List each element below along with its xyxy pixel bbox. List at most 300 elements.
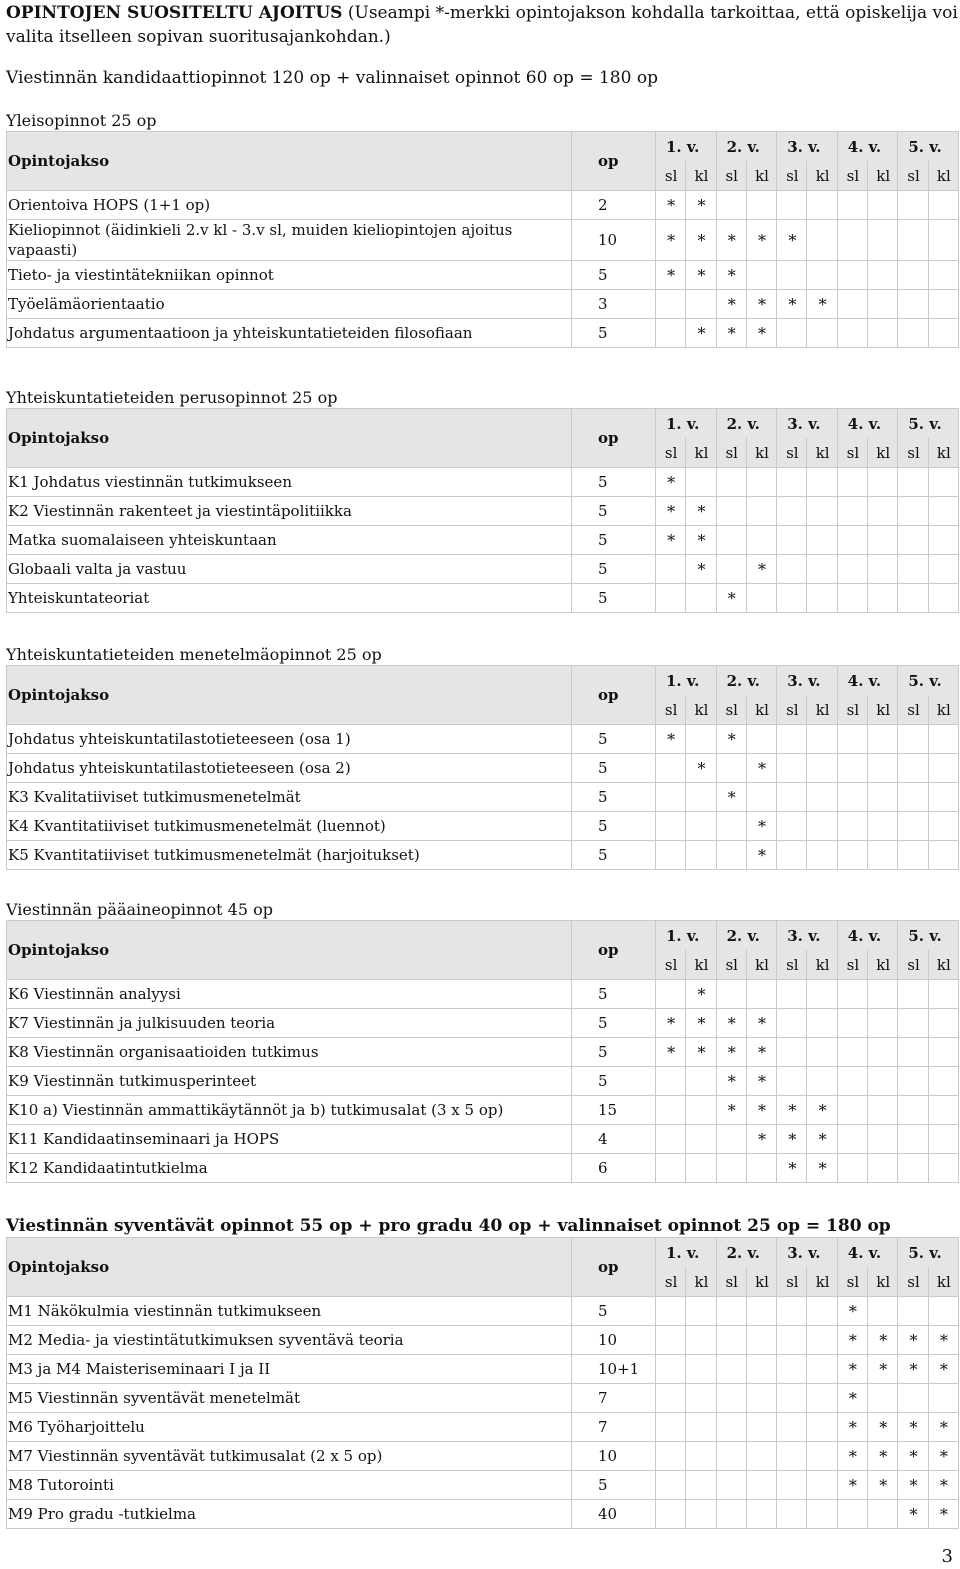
schedule-cell xyxy=(868,980,898,1009)
schedule-mark: * xyxy=(656,497,686,526)
schedule-cell xyxy=(928,812,958,841)
schedule-cell xyxy=(868,261,898,290)
schedule-cell xyxy=(777,1500,807,1529)
schedule-cell xyxy=(898,1384,928,1413)
schedule-cell xyxy=(807,1471,837,1500)
course-credits: 5 xyxy=(572,497,656,526)
schedule-cell xyxy=(807,468,837,497)
semester-header: kl xyxy=(686,950,716,980)
schedule-cell xyxy=(837,497,867,526)
schedule-cell xyxy=(716,1355,746,1384)
schedule-mark: * xyxy=(837,1471,867,1500)
course-row xyxy=(7,468,959,497)
schedule-cell xyxy=(686,1326,716,1355)
schedule-mark: * xyxy=(716,319,746,348)
schedule-cell xyxy=(837,725,867,754)
schedule-cell xyxy=(928,584,958,613)
schedule-cell xyxy=(928,497,958,526)
year-header: 3. v. xyxy=(777,409,838,439)
course-row xyxy=(7,1355,959,1384)
course-credits: 5 xyxy=(572,1038,656,1067)
year-header: 2. v. xyxy=(716,409,777,439)
schedule-cell xyxy=(716,191,746,220)
schedule-cell xyxy=(777,841,807,870)
course-name: M7 Viestinnän syventävät tutkimusalat (2 x 5 op) xyxy=(7,1442,572,1471)
course-credits: 7 xyxy=(572,1384,656,1413)
schedule-cell xyxy=(716,555,746,584)
year-header: 3. v. xyxy=(777,666,838,696)
schedule-cell xyxy=(898,468,928,497)
semester-header: kl xyxy=(807,695,837,725)
schedule-mark: * xyxy=(746,555,776,584)
schedule-cell xyxy=(928,1154,958,1183)
schedule-cell xyxy=(716,1297,746,1326)
semester-header: kl xyxy=(928,1267,958,1297)
course-row xyxy=(7,220,959,261)
year-header: 5. v. xyxy=(898,409,959,439)
schedule-cell xyxy=(898,526,928,555)
schedule-cell xyxy=(716,1471,746,1500)
schedule-cell xyxy=(746,468,776,497)
schedule-mark: * xyxy=(777,290,807,319)
schedule-cell xyxy=(807,1442,837,1471)
schedule-cell xyxy=(686,1096,716,1125)
schedule-cell xyxy=(656,783,686,812)
schedule-cell xyxy=(928,220,958,261)
schedule-cell xyxy=(837,1096,867,1125)
course-name: K10 a) Viestinnän ammattikäytännöt ja b) tutkimusalat (3 x 5 op) xyxy=(7,1096,572,1125)
course-name: K8 Viestinnän organisaatioiden tutkimus xyxy=(7,1038,572,1067)
schedule-cell xyxy=(746,1413,776,1442)
semester-header: kl xyxy=(807,1267,837,1297)
semester-header: sl xyxy=(837,1267,867,1297)
course-name: Globaali valta ja vastuu xyxy=(7,555,572,584)
schedule-cell xyxy=(868,1096,898,1125)
course-credits: 40 xyxy=(572,1500,656,1529)
course-row xyxy=(7,1413,959,1442)
column-header-course: Opintojakso xyxy=(7,921,572,980)
course-name: Työelämäorientaatio xyxy=(7,290,572,319)
semester-header: sl xyxy=(716,950,746,980)
schedule-cell xyxy=(777,980,807,1009)
course-credits: 2 xyxy=(572,191,656,220)
section-title: Yhteiskuntatieteiden menetelmäopinnot 25 op xyxy=(6,645,382,664)
semester-header: kl xyxy=(868,161,898,191)
section-block xyxy=(6,900,958,1183)
course-name: M8 Tutorointi xyxy=(7,1471,572,1500)
schedule-cell xyxy=(746,783,776,812)
course-row xyxy=(7,1297,959,1326)
semester-header: sl xyxy=(777,1267,807,1297)
schedule-mark: * xyxy=(686,1038,716,1067)
schedule-mark: * xyxy=(716,1096,746,1125)
document-page xyxy=(6,0,958,1524)
schedule-mark: * xyxy=(686,555,716,584)
year-header: 3. v. xyxy=(777,132,838,162)
semester-header: kl xyxy=(928,161,958,191)
column-header-op: op xyxy=(572,1238,656,1297)
schedule-cell xyxy=(898,290,928,319)
schedule-cell xyxy=(777,783,807,812)
year-header: 1. v. xyxy=(656,409,717,439)
schedule-cell xyxy=(746,1297,776,1326)
schedule-cell xyxy=(837,1038,867,1067)
schedule-cell xyxy=(656,1154,686,1183)
section-block xyxy=(6,111,958,348)
schedule-cell xyxy=(716,1413,746,1442)
column-header-op: op xyxy=(572,409,656,468)
schedule-cell xyxy=(807,1500,837,1529)
schedule-cell xyxy=(928,1125,958,1154)
schedule-cell xyxy=(868,754,898,783)
schedule-cell xyxy=(837,841,867,870)
schedule-cell xyxy=(928,290,958,319)
semester-header: sl xyxy=(656,438,686,468)
course-name: Johdatus argumentaatioon ja yhteiskuntatieteiden filosofiaan xyxy=(7,319,572,348)
semester-header: kl xyxy=(868,950,898,980)
schedule-cell xyxy=(928,841,958,870)
course-name: K7 Viestinnän ja julkisuuden teoria xyxy=(7,1009,572,1038)
schedule-cell xyxy=(746,1154,776,1183)
semester-header: sl xyxy=(837,438,867,468)
course-credits: 5 xyxy=(572,319,656,348)
semester-header: sl xyxy=(777,950,807,980)
schedule-cell xyxy=(746,526,776,555)
course-credits: 10 xyxy=(572,1442,656,1471)
semester-header: kl xyxy=(928,950,958,980)
schedule-cell xyxy=(746,1442,776,1471)
semester-header: sl xyxy=(898,1267,928,1297)
schedule-cell xyxy=(928,1297,958,1326)
course-row xyxy=(7,725,959,754)
schedule-cell xyxy=(928,1038,958,1067)
schedule-cell xyxy=(716,754,746,783)
schedule-table xyxy=(6,408,959,613)
schedule-cell xyxy=(777,812,807,841)
schedule-cell xyxy=(868,1384,898,1413)
schedule-cell xyxy=(777,555,807,584)
schedule-cell xyxy=(928,1384,958,1413)
schedule-cell xyxy=(928,1067,958,1096)
semester-header: sl xyxy=(716,1267,746,1297)
schedule-cell xyxy=(837,1500,867,1529)
header-row-years xyxy=(7,921,959,951)
schedule-cell xyxy=(868,220,898,261)
course-name: Orientoiva HOPS (1+1 op) xyxy=(7,191,572,220)
schedule-cell xyxy=(686,1471,716,1500)
schedule-mark: * xyxy=(746,812,776,841)
column-header-course: Opintojakso xyxy=(7,409,572,468)
semester-header: kl xyxy=(746,950,776,980)
schedule-cell xyxy=(686,1067,716,1096)
schedule-cell xyxy=(716,841,746,870)
schedule-cell xyxy=(837,319,867,348)
schedule-mark: * xyxy=(898,1326,928,1355)
schedule-cell xyxy=(807,1009,837,1038)
schedule-cell xyxy=(898,754,928,783)
schedule-cell xyxy=(868,841,898,870)
schedule-cell xyxy=(777,1384,807,1413)
schedule-cell xyxy=(746,1384,776,1413)
semester-header: sl xyxy=(656,695,686,725)
schedule-cell xyxy=(868,1154,898,1183)
schedule-cell xyxy=(898,555,928,584)
course-name: Tieto- ja viestintätekniikan opinnot xyxy=(7,261,572,290)
schedule-cell xyxy=(656,1442,686,1471)
schedule-cell xyxy=(656,1297,686,1326)
year-header: 4. v. xyxy=(837,921,898,951)
schedule-cell xyxy=(777,319,807,348)
schedule-cell xyxy=(807,783,837,812)
schedule-cell xyxy=(868,725,898,754)
schedule-mark: * xyxy=(656,1009,686,1038)
schedule-cell xyxy=(656,1355,686,1384)
header-row-years xyxy=(7,409,959,439)
schedule-cell xyxy=(686,1384,716,1413)
course-name: K5 Kvantitatiiviset tutkimusmenetelmät (harjoitukset) xyxy=(7,841,572,870)
semester-header: kl xyxy=(746,695,776,725)
schedule-cell xyxy=(686,1125,716,1154)
course-credits: 7 xyxy=(572,1413,656,1442)
schedule-cell xyxy=(928,1009,958,1038)
schedule-cell xyxy=(898,812,928,841)
schedule-table xyxy=(6,131,959,348)
year-header: 1. v. xyxy=(656,666,717,696)
course-row xyxy=(7,1009,959,1038)
course-credits: 5 xyxy=(572,1297,656,1326)
schedule-cell xyxy=(868,783,898,812)
schedule-cell xyxy=(656,1096,686,1125)
schedule-cell xyxy=(868,191,898,220)
schedule-mark: * xyxy=(928,1355,958,1384)
year-header: 1. v. xyxy=(656,921,717,951)
course-credits: 5 xyxy=(572,754,656,783)
schedule-mark: * xyxy=(716,290,746,319)
schedule-cell xyxy=(777,497,807,526)
schedule-cell xyxy=(898,1297,928,1326)
course-credits: 5 xyxy=(572,1471,656,1500)
course-row xyxy=(7,319,959,348)
schedule-cell xyxy=(807,1326,837,1355)
schedule-cell xyxy=(928,526,958,555)
schedule-mark: * xyxy=(746,1009,776,1038)
course-credits: 5 xyxy=(572,526,656,555)
header-row-years xyxy=(7,132,959,162)
section-title: Viestinnän syventävät opinnot 55 op + pro gradu 40 op + valinnaiset opinnot 25 op = 180 op xyxy=(6,1216,891,1236)
course-credits: 5 xyxy=(572,980,656,1009)
schedule-mark: * xyxy=(868,1442,898,1471)
schedule-cell xyxy=(777,1067,807,1096)
schedule-cell xyxy=(928,555,958,584)
course-row xyxy=(7,191,959,220)
schedule-cell xyxy=(928,1096,958,1125)
schedule-cell xyxy=(656,812,686,841)
course-credits: 5 xyxy=(572,812,656,841)
schedule-mark: * xyxy=(716,584,746,613)
schedule-cell xyxy=(868,526,898,555)
schedule-mark: * xyxy=(716,783,746,812)
schedule-cell xyxy=(716,497,746,526)
schedule-mark: * xyxy=(656,468,686,497)
schedule-mark: * xyxy=(898,1442,928,1471)
schedule-cell xyxy=(807,1384,837,1413)
schedule-cell xyxy=(656,584,686,613)
schedule-cell xyxy=(837,1154,867,1183)
schedule-cell xyxy=(656,1413,686,1442)
semester-header: kl xyxy=(746,1267,776,1297)
schedule-cell xyxy=(807,497,837,526)
schedule-cell xyxy=(807,1038,837,1067)
schedule-cell xyxy=(807,1067,837,1096)
year-header: 2. v. xyxy=(716,1238,777,1268)
semester-header: sl xyxy=(898,695,928,725)
course-row xyxy=(7,783,959,812)
schedule-mark: * xyxy=(746,220,776,261)
schedule-mark: * xyxy=(868,1355,898,1384)
course-row xyxy=(7,1384,959,1413)
semester-header: kl xyxy=(686,1267,716,1297)
course-row xyxy=(7,841,959,870)
course-name: Johdatus yhteiskuntatilastotieteeseen (osa 1) xyxy=(7,725,572,754)
schedule-cell xyxy=(656,980,686,1009)
course-row xyxy=(7,1471,959,1500)
course-credits: 5 xyxy=(572,1067,656,1096)
schedule-mark: * xyxy=(746,319,776,348)
year-header: 3. v. xyxy=(777,921,838,951)
semester-header: sl xyxy=(777,438,807,468)
schedule-cell xyxy=(777,261,807,290)
course-row xyxy=(7,584,959,613)
schedule-cell xyxy=(898,220,928,261)
schedule-mark: * xyxy=(777,1125,807,1154)
section-title: Yhteiskuntatieteiden perusopinnot 25 op xyxy=(6,388,338,407)
section-block xyxy=(6,645,958,870)
schedule-cell xyxy=(868,319,898,348)
schedule-cell xyxy=(686,1355,716,1384)
semester-header: sl xyxy=(716,161,746,191)
course-name: K4 Kvantitatiiviset tutkimusmenetelmät (luennot) xyxy=(7,812,572,841)
schedule-mark: * xyxy=(807,1096,837,1125)
schedule-cell xyxy=(656,1125,686,1154)
schedule-cell xyxy=(777,191,807,220)
schedule-mark: * xyxy=(746,290,776,319)
column-header-course: Opintojakso xyxy=(7,132,572,191)
schedule-mark: * xyxy=(898,1500,928,1529)
semester-header: sl xyxy=(898,950,928,980)
schedule-cell xyxy=(746,261,776,290)
semester-header: sl xyxy=(716,695,746,725)
schedule-mark: * xyxy=(716,261,746,290)
schedule-cell xyxy=(807,555,837,584)
schedule-cell xyxy=(898,584,928,613)
year-header: 2. v. xyxy=(716,132,777,162)
schedule-cell xyxy=(898,841,928,870)
schedule-cell xyxy=(898,1096,928,1125)
schedule-mark: * xyxy=(837,1297,867,1326)
intro-title: OPINTOJEN SUOSITELTU AJOITUS xyxy=(6,3,343,23)
semester-header: sl xyxy=(716,438,746,468)
schedule-cell xyxy=(777,1471,807,1500)
course-credits: 5 xyxy=(572,783,656,812)
course-row xyxy=(7,261,959,290)
schedule-cell xyxy=(777,1355,807,1384)
intro-text: (Useampi *-merkki opintojakson kohdalla tarkoittaa, että opiskelija voi valita itselleen sopivan suoritusajankohdan.) xyxy=(6,3,958,47)
schedule-mark: * xyxy=(837,1384,867,1413)
schedule-cell xyxy=(898,261,928,290)
schedule-cell xyxy=(868,1038,898,1067)
schedule-cell xyxy=(656,1384,686,1413)
semester-header: kl xyxy=(807,438,837,468)
schedule-cell xyxy=(656,1067,686,1096)
schedule-cell xyxy=(807,841,837,870)
header-row-years xyxy=(7,1238,959,1268)
schedule-cell xyxy=(777,468,807,497)
schedule-cell xyxy=(898,1125,928,1154)
course-credits: 4 xyxy=(572,1125,656,1154)
course-credits: 5 xyxy=(572,555,656,584)
schedule-cell xyxy=(807,980,837,1009)
schedule-cell xyxy=(686,584,716,613)
schedule-cell xyxy=(807,191,837,220)
schedule-cell xyxy=(746,1355,776,1384)
course-credits: 6 xyxy=(572,1154,656,1183)
course-name: Yhteiskuntateoriat xyxy=(7,584,572,613)
schedule-mark: * xyxy=(656,1038,686,1067)
schedule-cell xyxy=(686,1442,716,1471)
schedule-cell xyxy=(686,1500,716,1529)
course-credits: 5 xyxy=(572,841,656,870)
schedule-cell xyxy=(868,497,898,526)
schedule-cell xyxy=(686,812,716,841)
semester-header: kl xyxy=(868,695,898,725)
course-name: K3 Kvalitatiiviset tutkimusmenetelmät xyxy=(7,783,572,812)
schedule-cell xyxy=(807,1355,837,1384)
course-name: M6 Työharjoittelu xyxy=(7,1413,572,1442)
schedule-cell xyxy=(868,1067,898,1096)
intro-note xyxy=(6,1,958,49)
schedule-cell xyxy=(928,468,958,497)
schedule-mark: * xyxy=(928,1500,958,1529)
semester-header: kl xyxy=(928,438,958,468)
year-header: 5. v. xyxy=(898,132,959,162)
course-row xyxy=(7,526,959,555)
schedule-cell xyxy=(868,1009,898,1038)
column-header-course: Opintojakso xyxy=(7,1238,572,1297)
schedule-cell xyxy=(686,290,716,319)
schedule-cell xyxy=(746,497,776,526)
schedule-cell xyxy=(656,1471,686,1500)
schedule-cell xyxy=(807,754,837,783)
semester-header: kl xyxy=(868,1267,898,1297)
schedule-cell xyxy=(746,725,776,754)
schedule-mark: * xyxy=(898,1413,928,1442)
schedule-cell xyxy=(837,261,867,290)
schedule-mark: * xyxy=(746,1096,776,1125)
schedule-cell xyxy=(837,754,867,783)
schedule-table xyxy=(6,920,959,1183)
schedule-cell xyxy=(686,841,716,870)
semester-header: sl xyxy=(837,695,867,725)
schedule-mark: * xyxy=(928,1471,958,1500)
course-name: M1 Näkökulmia viestinnän tutkimukseen xyxy=(7,1297,572,1326)
semester-header: sl xyxy=(837,161,867,191)
schedule-cell xyxy=(928,754,958,783)
schedule-cell xyxy=(928,783,958,812)
schedule-cell xyxy=(656,319,686,348)
schedule-cell xyxy=(837,1125,867,1154)
course-name: M3 ja M4 Maisteriseminaari I ja II xyxy=(7,1355,572,1384)
schedule-cell xyxy=(898,1009,928,1038)
